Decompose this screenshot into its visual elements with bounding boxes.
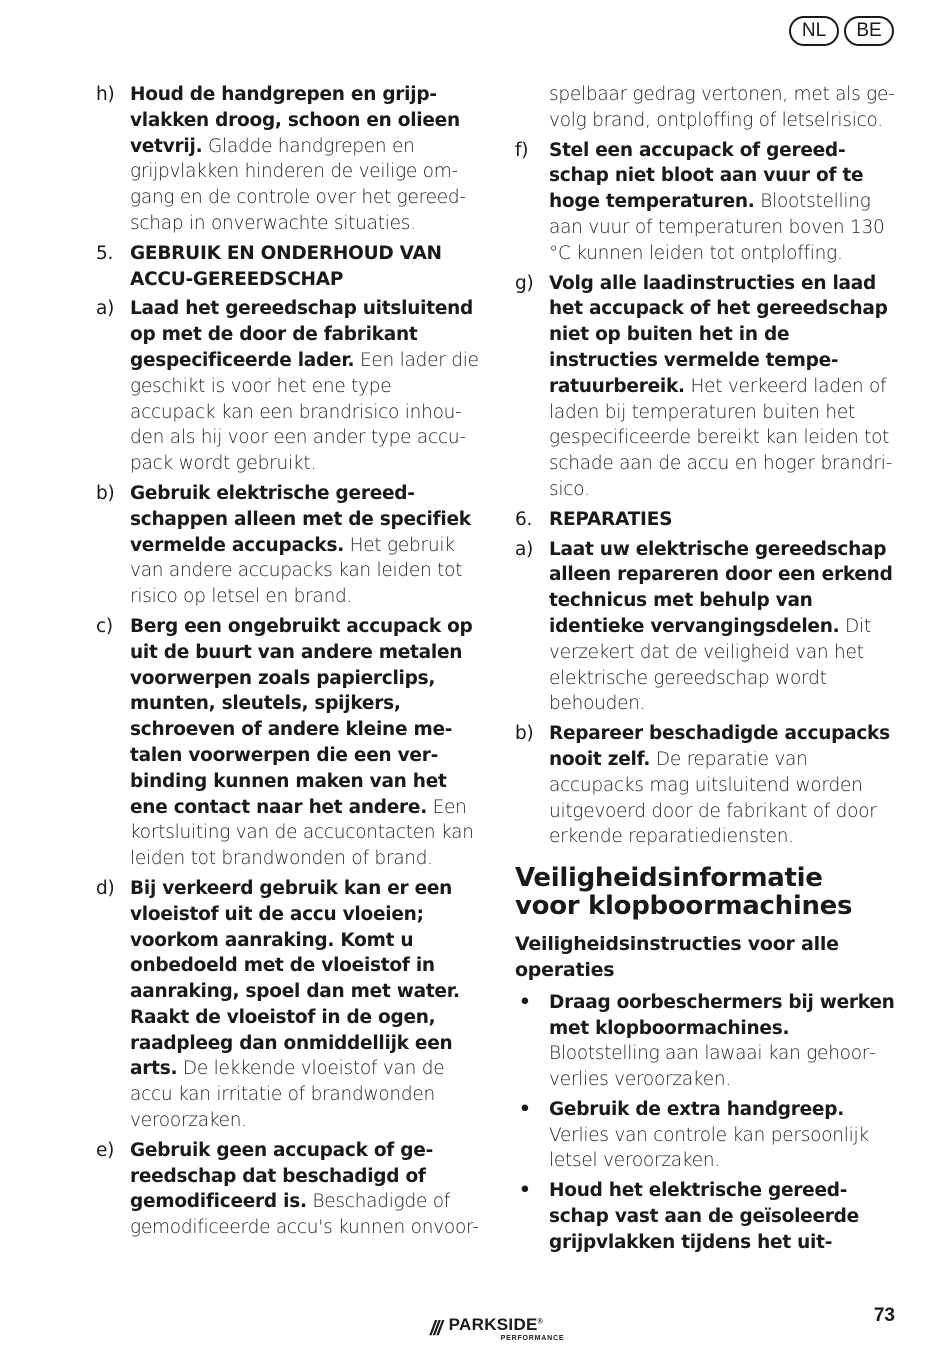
section-subheading: Veiligheidsinstructies voor alle operaties: [515, 933, 839, 981]
item-bold-text: Gebruik geen accupack of gereedschap dat beschadigd of gemodificeerd is.: [130, 1139, 434, 1213]
language-badge-nl: NL: [789, 16, 839, 46]
registered-mark: ®: [537, 1318, 544, 1326]
item-label: h): [96, 84, 115, 105]
item-label: d): [96, 877, 115, 899]
list-item-h: [96, 82, 481, 237]
item-label: c): [96, 615, 113, 637]
list-item-b: [96, 481, 481, 610]
item-text: Blootstelling aan lawaai kan gehoorverlies veroorzaken.: [549, 1043, 876, 1091]
item-bold-text: Laat uw elektrische gereedschap alleen repareren door een erkend technicus met behulp van identieke vervangingsdelen.: [549, 538, 893, 637]
item-bold-text: Berg een ongebruikt accupack op uit de buurt van andere metalen voorwerpen zoals papierclips, munten, sleutels, spijkers, schroeven of andere kleine metalen voorwerpen die een verbinding kunnen maken van het ene contact naar het andere.: [130, 615, 473, 818]
language-badge-be: BE: [844, 16, 894, 46]
item-bold-text: Gebruik elektrische gereedschappen alleen met de specifiek vermelde accupacks.: [130, 482, 471, 556]
list-item-e-continued: spelbaar gedrag vertonen, met als gevolg brand, ontploffing of letselrisico.: [549, 84, 895, 131]
brand-name: PARKSIDE: [448, 1315, 538, 1334]
item-text: Blootstelling aan vuur of temperaturen boven 130 °C kunnen leiden tot ontploffing.: [549, 191, 885, 264]
item-bold-text: Stel een accupack of gereedschap niet bloot aan vuur of te hoge temperaturen.: [549, 139, 864, 213]
item-bold-text: Houd het elektrische gereedschap vast aan de geïsoleerde grijpvlakken tijdens het uit-: [549, 1180, 859, 1253]
item-text: Beschadigde of gemodificeerde accu's kunnen onvoor-: [130, 1191, 479, 1239]
section-6: [515, 507, 895, 533]
item-bold-text: Repareer beschadigde accupacks nooit zelf.: [549, 723, 890, 770]
list-item-b: [515, 721, 895, 850]
item-label: a): [96, 298, 115, 320]
left-column: [96, 82, 481, 1245]
bullet-item: [515, 1178, 895, 1255]
item-text: Verlies van controle kan persoonlijk letsel veroorzaken.: [549, 1124, 869, 1172]
section-number: 6.: [515, 508, 533, 530]
parkside-logo: [430, 1316, 564, 1342]
section-5: [96, 241, 481, 293]
item-text: Een lader die geschikt is voor het ene type accupack kan een brandrisico inhouden als hij voor een ander type accupack wordt gebruikt.: [130, 349, 479, 475]
item-bold-text: Houd de handgrepen en grijpvlakken droog, schoon en olieen vetvrij.: [130, 84, 460, 157]
item-bold-text: Gebruik de extra handgreep.: [549, 1098, 845, 1120]
item-label: b): [515, 723, 534, 745]
section-heading: Veiligheidsinformatie voor klopboormachines: [515, 863, 853, 922]
item-label: g): [515, 272, 534, 294]
item-text: Dit verzekert dat de veiligheid van het elektrische gereedschap wordt behouden.: [549, 615, 871, 715]
logo-slashes-icon: ///: [430, 1317, 441, 1340]
list-item-c: [96, 614, 481, 872]
item-text: Het gebruik van andere accupacks kan leiden tot risico op letsel en brand.: [130, 534, 463, 608]
section-title: GEBRUIK EN ONDERHOUD VAN ACCU-GEREEDSCHAP: [130, 242, 442, 290]
item-text: De lekkende vloeistof van de accu kan irritatie of brandwonden veroorzaken.: [130, 1058, 445, 1132]
bullet-icon: •: [519, 991, 531, 1013]
item-bold-text: Draag oorbeschermers bij werken met klopboormachines.: [549, 991, 895, 1039]
page-number: 73: [873, 1305, 895, 1326]
item-label: a): [515, 538, 534, 560]
item-text: Het verkeerd laden of laden bij temperaturen buiten het gespecificeerde bereikt kan leiden tot schade aan de accu en hoger brandrisico.: [549, 375, 893, 500]
bullet-icon: •: [519, 1098, 531, 1120]
list-item-d: [96, 876, 481, 1134]
list-item-a: [515, 537, 895, 718]
item-label: e): [96, 1139, 115, 1161]
list-item-f: [515, 138, 895, 267]
section-title: REPARATIES: [549, 508, 673, 530]
section-number: 5.: [96, 242, 114, 264]
list-item-e: [96, 1138, 481, 1241]
item-bold-text: Volg alle laadinstructies en laad het accupack of het gereedschap niet op buiten het in de instructies vermelde temperatuurbereik.: [549, 272, 888, 397]
list-item-g: [515, 271, 895, 503]
item-bold-text: Laad het gereedschap uitsluitend op met de door de fabrikant gespecificeerde lader.: [130, 298, 474, 371]
list-item-a: [96, 296, 481, 477]
language-badges: [789, 16, 894, 46]
item-label: b): [96, 482, 115, 504]
item-text: De reparatie van accupacks mag uitsluitend worden uitgevoerd door de fabrikant of door erkende reparatiediensten.: [549, 748, 877, 848]
item-text: Een kortsluiting van de accucontacten kan leiden tot brandwonden of brand.: [130, 796, 474, 870]
right-column: [515, 82, 895, 1260]
item-text: Gladde handgrepen en grijpvlakken hinderen de veilige omgang en de controle over het gereedschap in onverwachte situaties.: [130, 135, 467, 234]
bullet-icon: •: [519, 1180, 531, 1202]
item-label: f): [515, 139, 529, 161]
bullet-item: [515, 1097, 895, 1174]
item-bold-text: Bij verkeerd gebruik kan er een vloeistof uit de accu vloeien; voorkom aanraking. Komt u onbedoeld met de vloeistof in aanraking, spoel dan met water. Raakt de vloeistof in de ogen, raadpleeg dan onmiddellijk een arts.: [130, 877, 460, 1080]
bullet-item: [515, 990, 895, 1093]
brand-subtitle: PERFORMANCE: [500, 1335, 565, 1342]
